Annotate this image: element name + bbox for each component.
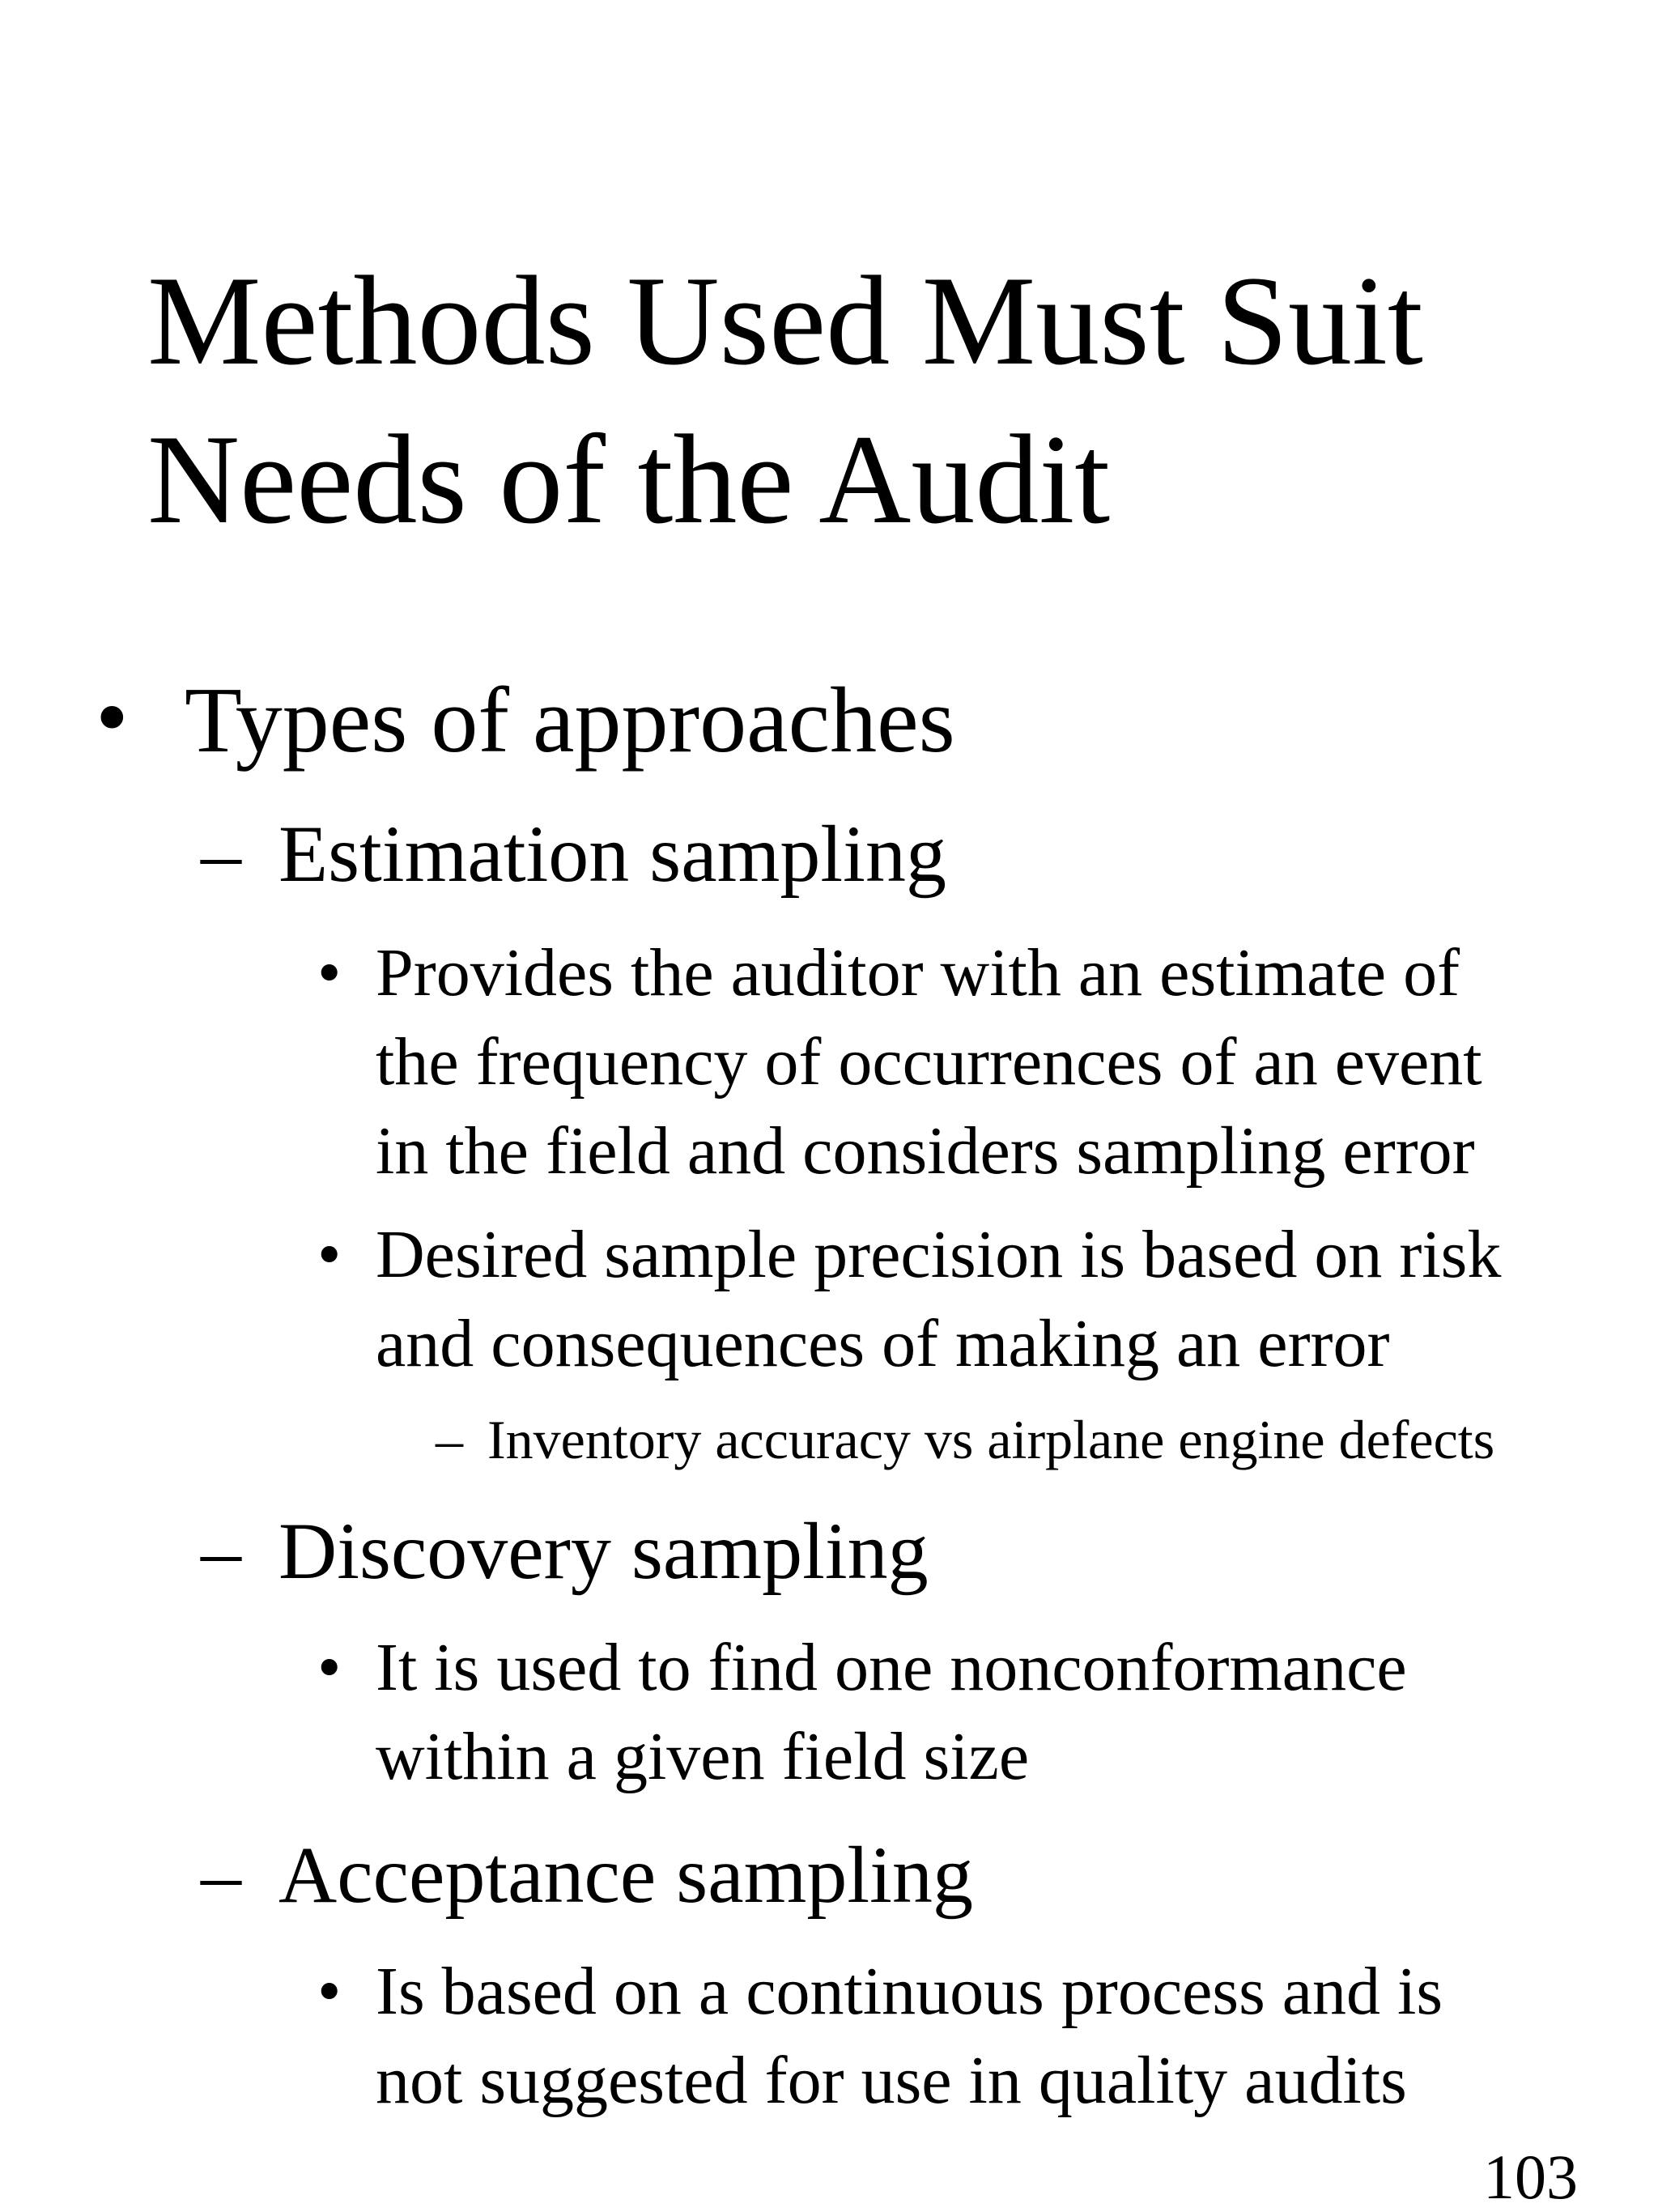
estimation-bullet2-line2: and consequences of making an error [376, 1306, 1390, 1381]
estimation-bullet1-line3: in the field and considers sampling error [376, 1113, 1475, 1189]
bullet-icon: • [317, 1217, 342, 1292]
dash-icon: – [201, 1830, 241, 1920]
page-number: 103 [1483, 2142, 1578, 2212]
estimation-sampling-heading: Estimation sampling [278, 809, 946, 899]
acceptance-bullet1-line1: Is based on a continuous process and is [376, 1954, 1443, 2029]
level1-types-of-approaches: Types of approaches [185, 669, 955, 772]
dash-icon: – [201, 1506, 241, 1596]
bullet-icon: • [317, 935, 342, 1010]
bullet-icon: • [317, 1954, 342, 2029]
acceptance-sampling-heading: Acceptance sampling [278, 1830, 973, 1920]
slide-title-line-1: Methods Used Must Suit [147, 250, 1423, 392]
estimation-bullet1-line1: Provides the auditor with an estimate of [376, 935, 1460, 1010]
discovery-sampling-heading: Discovery sampling [278, 1506, 929, 1596]
estimation-bullet2-line1: Desired sample precision is based on risk [376, 1217, 1502, 1292]
slide-title-line-2: Needs of the Audit [147, 409, 1111, 551]
bullet-icon: • [317, 1630, 342, 1705]
discovery-bullet1-line2: within a given field size [376, 1719, 1030, 1794]
estimation-bullet1-line2: the frequency of occurrences of an event [376, 1024, 1482, 1100]
acceptance-bullet1-line2: not suggested for use in quality audits [376, 2043, 1407, 2118]
bullet-icon: • [96, 666, 129, 769]
estimation-subdash-example: Inventory accuracy vs airplane engine defects [487, 1409, 1495, 1470]
dash-icon: – [201, 809, 241, 899]
discovery-bullet1-line1: It is used to find one nonconformance [376, 1630, 1407, 1705]
dash-icon: – [436, 1409, 463, 1470]
